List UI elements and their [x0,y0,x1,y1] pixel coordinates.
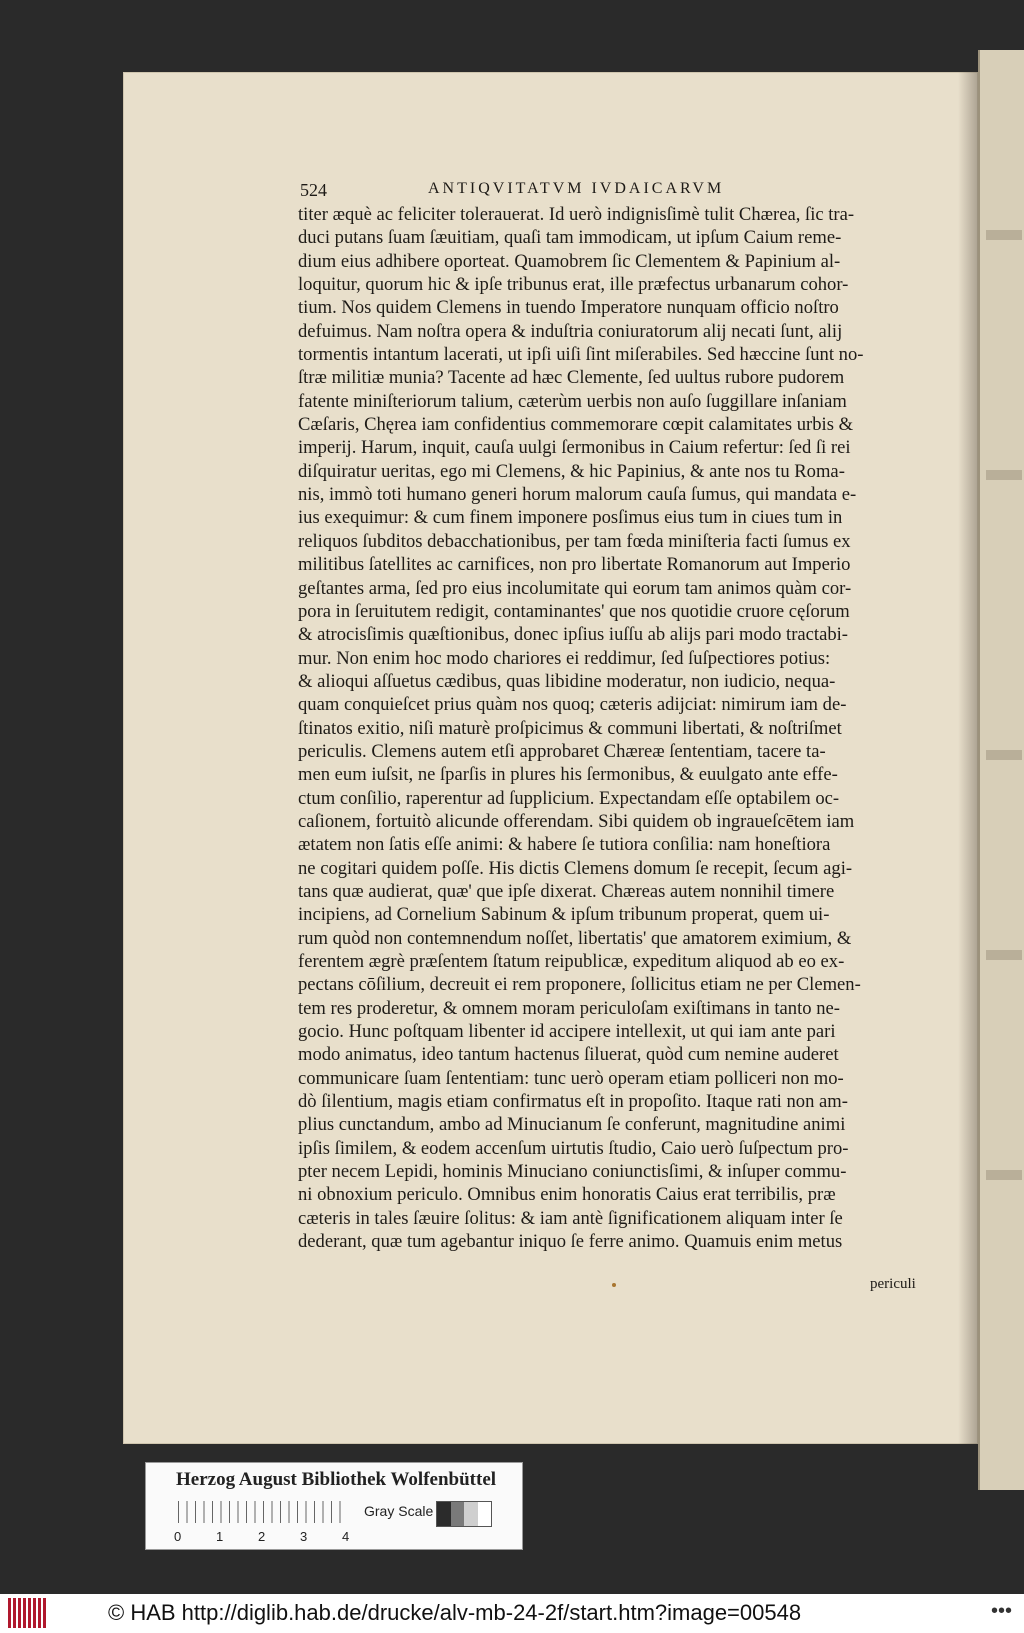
text-line: nis, immò toti humano generi horum malorum cauſa ſumus, qui mandata e- [298,484,857,506]
hab-logo-icon [8,1598,46,1628]
text-line: incipiens, ad Cornelium Sabinum & ipſum tribunum properat, quem ui- [298,904,830,926]
text-line: communicare ſuam ſententiam: tunc uerò operam etiam polliceri non mo- [298,1067,844,1089]
ruler-number: 4 [342,1529,350,1544]
footer-url[interactable]: © HAB http://diglib.hab.de/drucke/alv-mb-24-2f/start.htm?image=00548 [108,1600,802,1625]
text-line: tem res proderetur, & omnem moram periculoſam exiſtimans in tanto ne- [298,997,840,1019]
spine-shadow [958,72,978,1444]
text-line: ctum conſilio, raperentur ad ſupplicium. Expectandam eſſe optabilem oc- [298,787,840,809]
text-line: ſtræ militiæ munia? Tacente ad hæc Clemente, ſed uultus rubore pudorem [298,367,845,389]
text-line: fatente miniſteriorum talium, cæterùm uerbis non auſo ſuggillare inſaniam [298,390,847,412]
adjacent-page-edge [978,50,1024,1490]
text-line: cæteris in tales ſæuire ſolitus: & iam antè ſignificationem aliquam inter ſe [298,1207,843,1229]
text-line: ius exequimur: & cum finem imponere posſimus eius tum in ciues tum in [298,507,843,529]
gray-swatch [451,1502,465,1526]
text-line: caſionem, fortuitò alicunde offerendam. Sibi quidem ob ingraueſcētem iam [298,810,855,832]
text-line: modo animatus, ideo tantum hactenus ſiluerat, quòd cum nemine auderet [298,1044,839,1066]
text-line: periculis. Clemens autem etſi approbaret Chæreæ ſententiam, tacere ta- [298,740,826,762]
text-line: quam conquieſcet prius quàm nos quoq; cæteris adijciat: nimirum iam de- [298,694,847,716]
ink-dot [612,1283,616,1287]
gray-swatch [478,1502,492,1526]
more-menu-icon[interactable]: ••• [990,1600,1012,1622]
text-line: mur. Non enim hoc modo chariores ei reddimur, ſed ſuſpectiores potius: [298,647,831,669]
running-head [300,180,925,204]
text-line: dederant, quæ tum agebantur iniquo ſe ferre animo. Quamuis enim metus [298,1231,843,1253]
text-line: ſtinatos exitio, niſi maturè proſpicimus & communi libertati, & noſtriſmet [298,717,842,739]
ruler-number: 1 [216,1529,224,1544]
text-line: gocio. Hunc poſtquam libenter id accipere intellexit, ut qui iam ante pari [298,1021,836,1043]
ruler-number: 3 [300,1529,308,1544]
text-line: & atrocisſimis quæſtionibus, donec ipſius iuſſu ab alijs pari modo tractabi- [298,624,848,646]
text-line: Cæſaris, Chęrea iam confidentius commemorare cœpit calamitates urbis & [298,414,854,436]
gray-scale-swatches [436,1501,492,1527]
text-line: dò ſilentium, magis etiam confirmatus eſt in propoſito. Itaque rati non am- [298,1091,848,1113]
gray-swatch [464,1502,478,1526]
footer-bar [0,1594,1024,1633]
text-line: reliquos ſubditos debacchationibus, per tam fœda miniſteria facti ſumus ex [298,530,851,552]
text-line: plius cunctandum, ambo ad Minucianum ſe conferunt, magnitudine animi [298,1114,846,1136]
text-line: ipſis ſimilem, & eodem accenſum uirtutis ſtudio, Caio uerò ſuſpectum pro- [298,1137,849,1159]
text-line: pora in ſeruitutem redigit, contaminantes' que nos quotidie cruore cęſorum [298,600,850,622]
text-line: defuimus. Nam noſtra opera & induſtria coniuratorum alij necati ſunt, alij [298,320,843,342]
scale-card [145,1462,523,1550]
text-line: loquitur, quorum hic & ipſe tribunus erat, ille præfectus urbanarum cohor- [298,274,849,296]
text-line: pectans cōſilium, decreuit ei rem proponere, ſollicitus etiam ne per Clemen- [298,974,861,996]
ruler-number: 2 [258,1529,266,1544]
text-line: rum quòd non contemnendum noſſet, libertatis' que amatorem eximium, & [298,927,852,949]
text-line: tans quæ audierat, quæ' que ipſe dixerat. Chæreas autem nonnihil timere [298,880,835,902]
ruler-ticks [178,1501,348,1523]
text-line: militibus ſatellites ac carnifices, non pro libertate Romanorum aut Imperio [298,554,851,576]
body-text [298,203,928,1253]
text-line: ætatem non ſatis eſſe animi: & habere ſe tutiora conſilia: nam honeſtiora [298,834,831,856]
catchword: periculi [870,1276,916,1292]
ruler-number: 0 [174,1529,182,1544]
text-line: pter necem Lepidi, hominis Minuciano coniunctisſimi, & inſuper commu- [298,1161,847,1183]
gray-swatch [437,1502,451,1526]
text-line: & alioqui aſſuetus cædibus, quas libidine moderatur, non iudicio, nequa- [298,670,836,692]
text-line: duci putans ſuam ſæuitiam, quaſi tam immodicam, ut ipſum Caium reme- [298,227,842,249]
text-line: diſquiratur ueritas, ego mi Clemens, & hic Papinius, & ante nos tu Roma- [298,460,845,482]
text-line: ni obnoxium periculo. Omnibus enim honoratis Caius erat terribilis, præ [298,1184,836,1206]
gray-scale-label: Gray Scale [364,1503,434,1519]
text-line: titer æquè ac feliciter tolerauerat. Id uerò indignisſimè tulit Chærea, ſic tra- [298,204,855,225]
text-line: ne cogitari quidem poſſe. His dictis Clemens domum ſe recepit, ſecum agi- [298,857,853,879]
text-line: tium. Nos quidem Clemens in tuendo Imperatore nunquam officio noſtro [298,297,839,319]
text-line: geſtantes arma, ſed pro eius incolumitate qui eorum tam animos quàm cor- [298,577,852,599]
text-line: men eum iuſsit, ne ſparſis in plures his ſermonibus, & euulgato ante effe- [298,764,838,786]
text-line: tormentis intantum lacerati, ut ipſi uiſi ſint miſerabiles. Sed hæccine ſunt no- [298,344,864,366]
page-number: 524 [300,180,327,200]
running-title: ANTIQVITATVM IVDAICARVM [428,180,725,197]
library-name: Herzog August Bibliothek Wolfenbüttel [176,1469,497,1490]
text-line: ferentem ægrè præſentem ſtatum reipublicæ, expeditum aliquod ab eo ex- [298,951,845,972]
text-line: dium eius adhibere oporteat. Quamobrem ſic Clementem & Papinium al- [298,250,841,272]
text-line: imperij. Harum, inquit, cauſa uulgi ſermonibus in Caium refertur: ſed ſi rei [298,437,851,459]
